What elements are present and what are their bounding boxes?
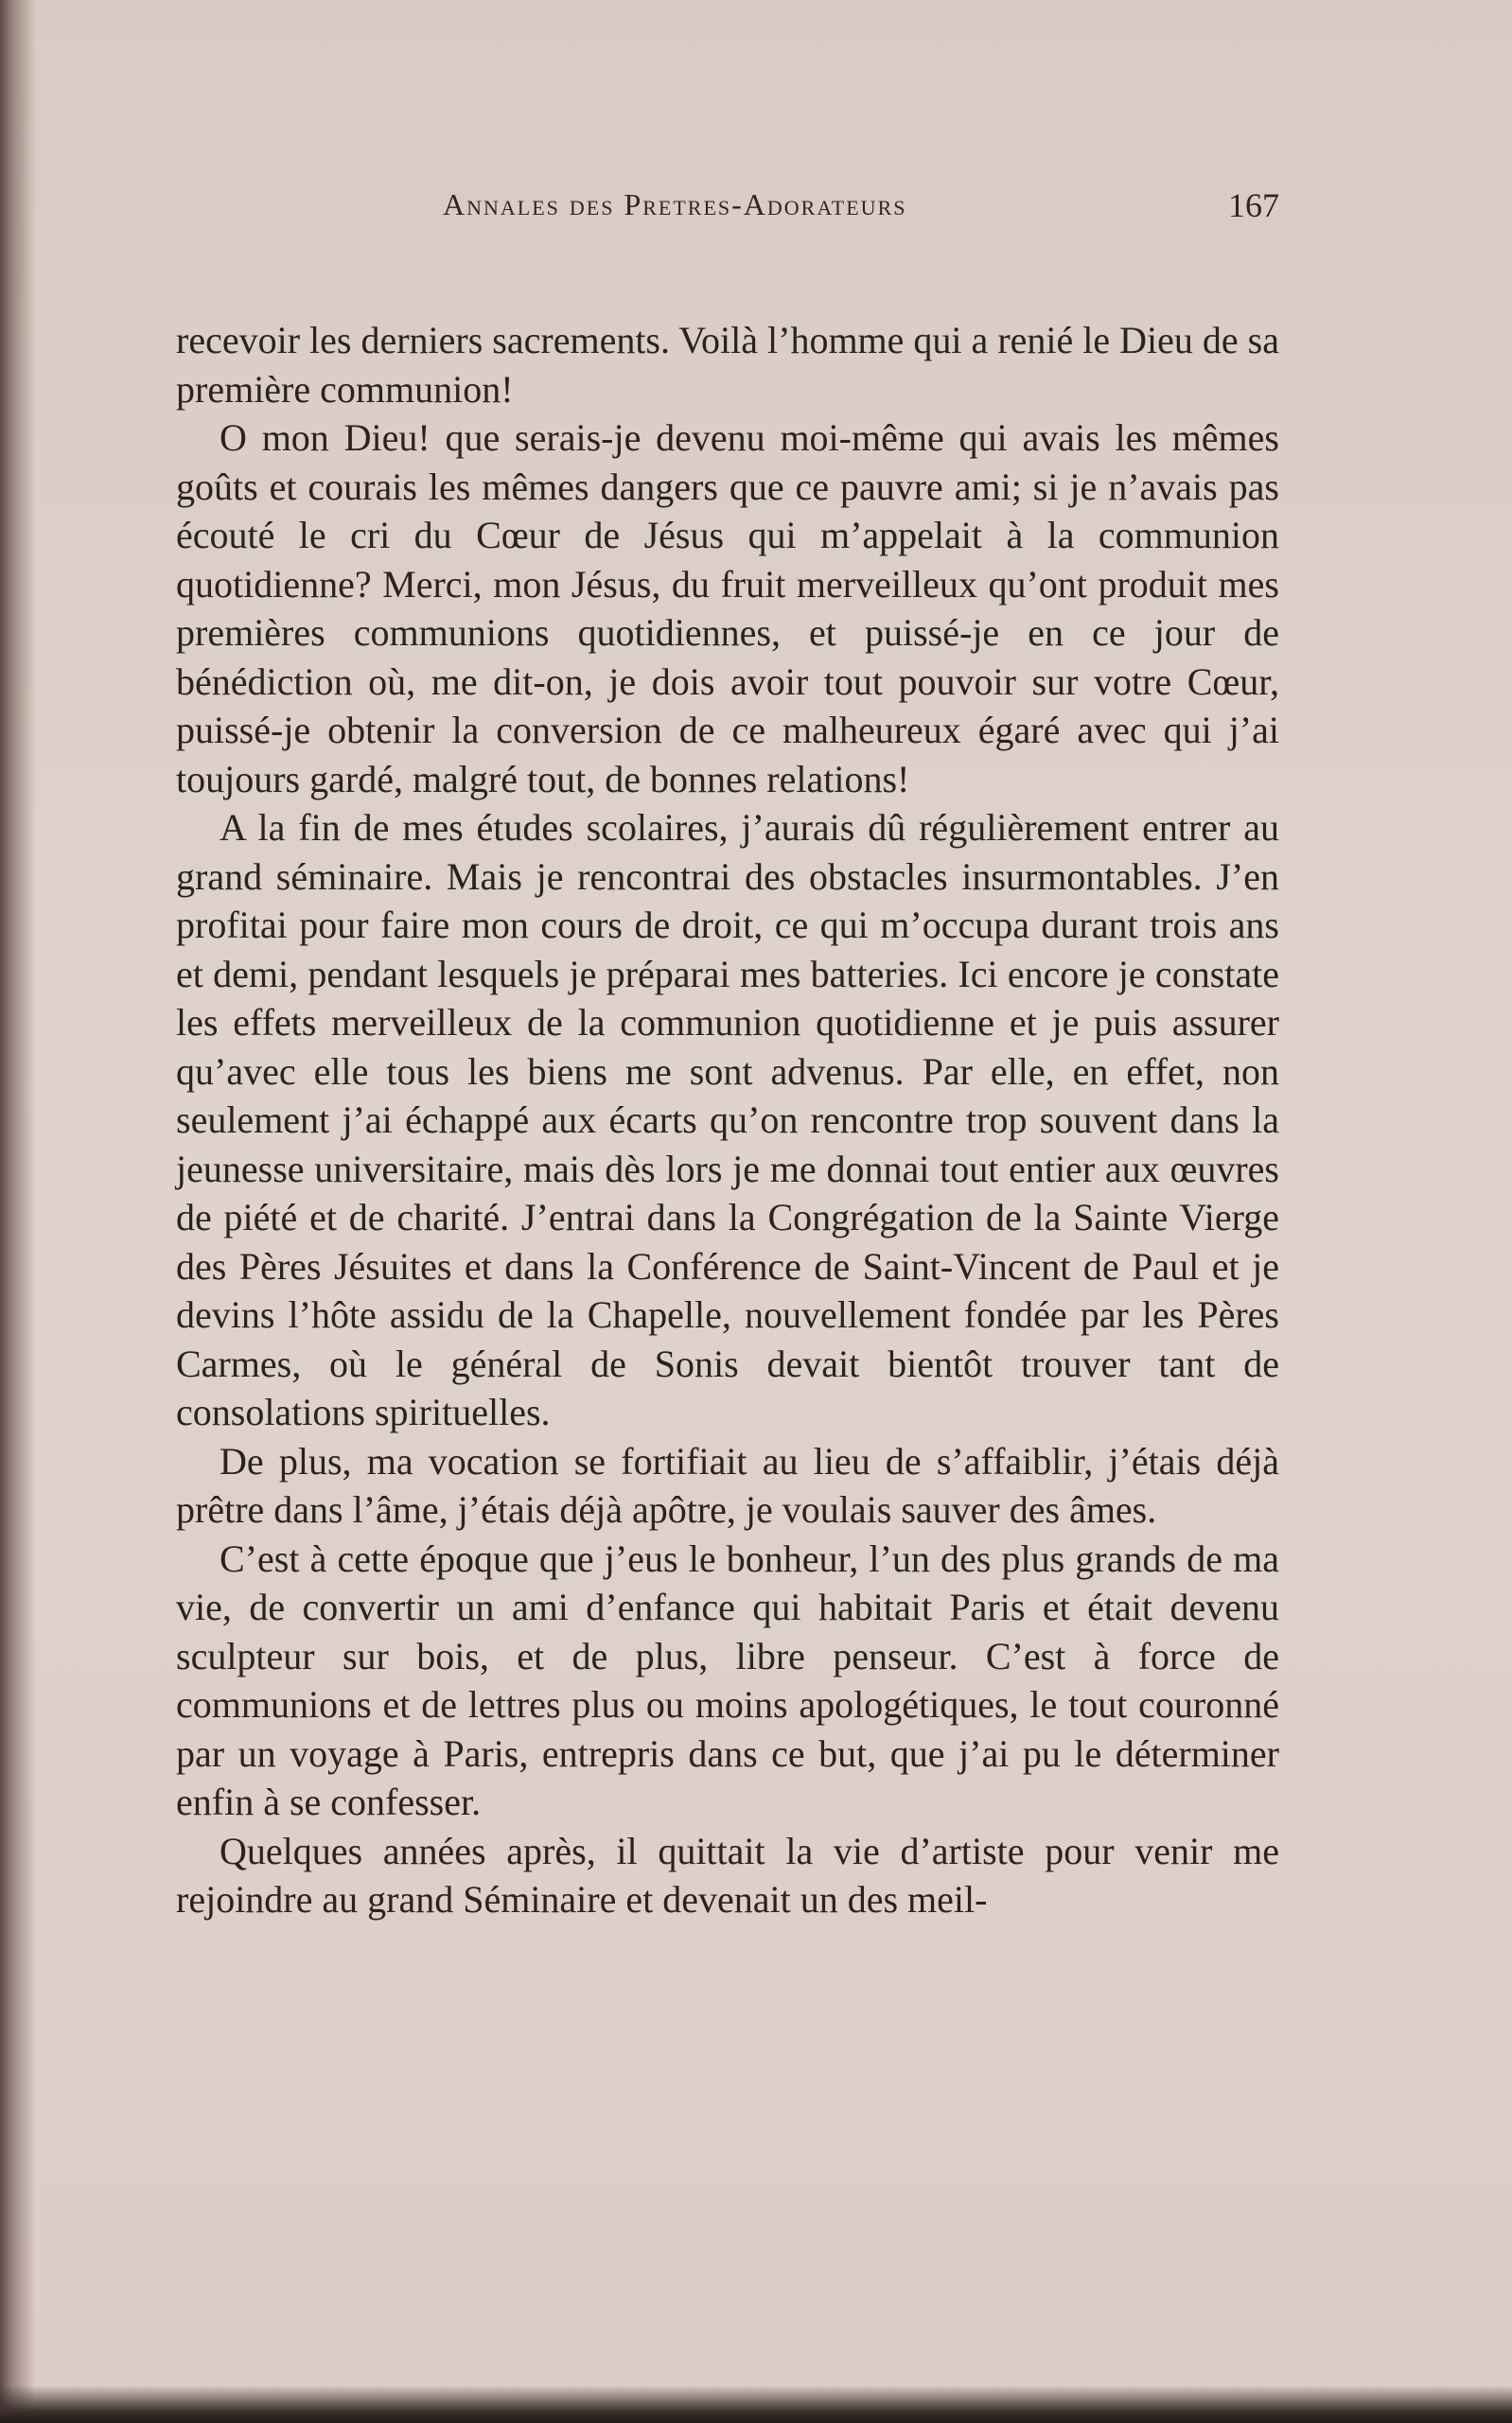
paragraph-5: C’est à cette époque que j’eus le bonheur, l’un des plus grands de ma vie, de convertir un ami d’enfance qui habitait Paris et était devenu sculpteur sur bois, et de plus, libre penseur. C’est à force de communions et de lettres plus ou moins apologétiques, le tout couronné par un voyage à Paris, entrepris dans ce but, que j’ai pu le déterminer enfin à se confesser. <box>176 1536 1279 1823</box>
page-number: 167 <box>1228 186 1279 224</box>
paragraph-2: O mon Dieu! que serais-je devenu moi-même qui avais les mêmes goûts et courais les mêmes dangers que ce pauvre ami; si je n’avais pas écouté le cri du Cœur de Jésus qui m’appelait à la communion quotidienne? Merci, mon Jésus, du fruit merveilleux qu’ont produit mes premières communions quotidiennes, et puissé-je en ce jour de bénédiction où, me dit-on, je dois avoir tout pouvoir sur votre Cœur, puissé-je obtenir la conversion de ce malheureux égaré avec qui j’ai toujours gardé, malgré tout, de bonnes relations! <box>176 416 1279 800</box>
paragraph-3: A la fin de mes études scolaires, j’aurais dû régulièrement entrer au grand séminaire. Mais je rencontrai des obstacles insurmontables. J’en profitai pour faire mon cours de droit, ce qui m’occupa durant trois ans et demi, pendant lesquels je préparai mes batteries. Ici encore je constate les effets merveilleux de la communion quotidienne et je puis assurer qu’avec elle tous les biens me sont advenus. Par elle, en effet, non seulement j’ai échappé aux écarts qu’on rencontre trop souvent dans la jeunesse universitaire, mais dès lors je me donnai tout entier aux œuvres de piété et de charité. J’entrai dans la Congrégation de la Sainte Vierge des Pères Jésuites et dans la Conférence de Saint-Vincent de Paul et je devins l’hôte assidu de la Chapelle, nouvellement fondée par les Pères Carmes, où le général de Sonis devait bientôt trouver tant de consolations spirituelles. <box>176 806 1279 1433</box>
paragraph-1: recevoir les derniers sacrements. Voilà l’homme qui a renié le Dieu de sa première communion! <box>176 319 1279 411</box>
running-head: Annales des Pretres-Adorateurs <box>443 187 907 221</box>
body-text <box>176 316 1279 1924</box>
page-header <box>176 176 1279 233</box>
paragraph-4: De plus, ma vocation se fortifiait au lieu de s’affaiblir, j’étais déjà prêtre dans l’âme, j’étais déjà apôtre, je voulais sauver des âmes. <box>176 1439 1279 1531</box>
binding-shadow <box>0 0 36 2423</box>
paragraph-6: Quelques années après, il quittait la vie d’artiste pour venir me rejoindre au grand Séminaire et devenait un des meil- <box>176 1829 1279 1921</box>
page-bottom-edge <box>0 2385 1512 2423</box>
